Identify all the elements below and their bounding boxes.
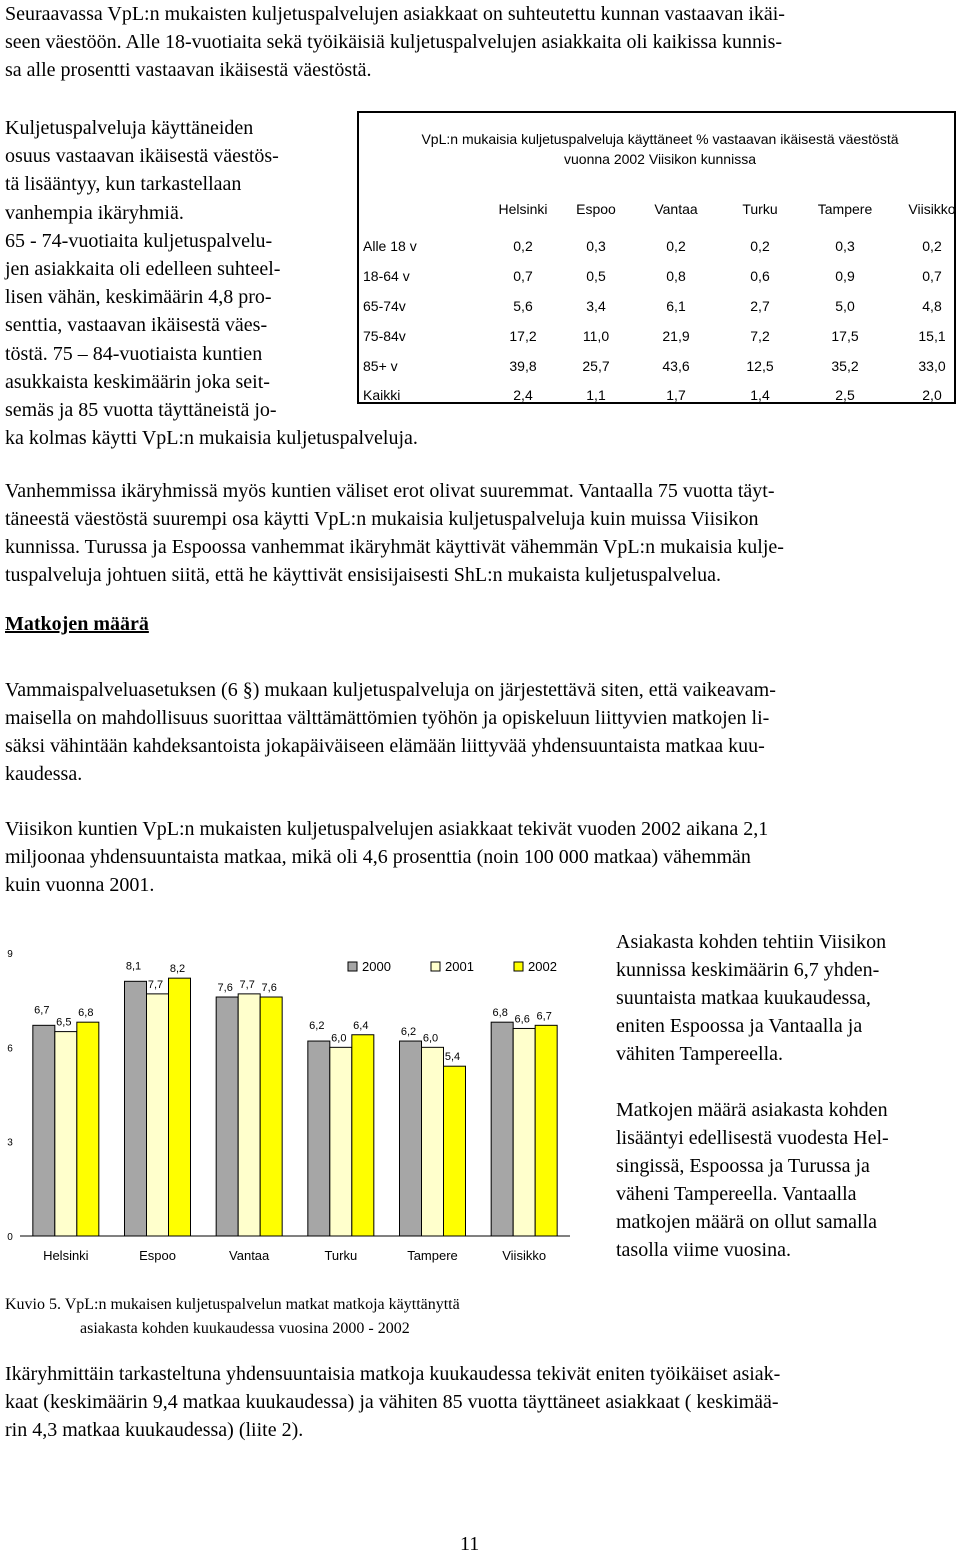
paragraph-5 bbox=[5, 1360, 950, 1444]
table-cell: 2,7 bbox=[750, 298, 770, 314]
table-cell: 0,2 bbox=[513, 238, 533, 254]
side-line: väheni Tampereella. Vantaalla bbox=[616, 1183, 857, 1205]
category-label: Vantaa bbox=[229, 1248, 270, 1263]
data-label: 7,7 bbox=[147, 978, 164, 991]
wrap-line: vanhempia ikäryhmiä. bbox=[5, 201, 184, 224]
data-label: 8,1 bbox=[125, 960, 142, 973]
data-label: 7,6 bbox=[217, 982, 233, 995]
row-label: 75-84v bbox=[363, 328, 406, 344]
table-cell: 25,7 bbox=[582, 358, 610, 374]
bar-2002-viisikko bbox=[535, 1025, 557, 1236]
table-cell: 0,3 bbox=[586, 238, 606, 254]
table-cell: 0,9 bbox=[835, 268, 855, 284]
figure-caption bbox=[5, 1293, 460, 1341]
wrap-line: asukkaista keskimäärin joka seit- bbox=[5, 370, 270, 393]
table-cell: 3,4 bbox=[586, 298, 606, 314]
table-cell: 5,0 bbox=[835, 298, 855, 314]
paragraph-line: rin 4,3 matkaa kuukaudessa) (liite 2). bbox=[5, 1419, 304, 1441]
wrap-paragraph bbox=[5, 114, 418, 452]
data-label: 6,2 bbox=[309, 1020, 325, 1033]
side-line: kunnissa keskimäärin 6,7 yhden- bbox=[616, 959, 880, 981]
data-label: 6,7 bbox=[536, 1010, 552, 1023]
wrap-line: 65 - 74-vuotiaita kuljetuspalvelu- bbox=[5, 229, 273, 252]
paragraph-line: säksi vähintään kahdeksantoista jokapäiväiseen elämään liittyvää yhdensuuntaista matkaa kuu- bbox=[5, 735, 765, 757]
category-label: Viisikko bbox=[502, 1248, 547, 1263]
caption-line: Kuvio 5. VpL:n mukaisen kuljetuspalvelun matkat matkoja käyttänyttä bbox=[5, 1296, 460, 1313]
data-label: 6,0 bbox=[422, 1032, 439, 1045]
table-row bbox=[359, 387, 958, 417]
data-label: 6,8 bbox=[492, 1007, 508, 1020]
data-label: 6,8 bbox=[78, 1007, 94, 1020]
legend-swatch bbox=[348, 962, 357, 971]
bar-2002-helsinki bbox=[77, 1022, 99, 1236]
table-title-line: VpL:n mukaisia kuljetuspalveluja käyttäneet % vastaavan ikäisestä väestöstä bbox=[421, 131, 899, 147]
table-cell: 33,0 bbox=[918, 358, 946, 374]
y-tick-label: 3 bbox=[7, 1137, 13, 1149]
paragraph-line: Viisikon kuntien VpL:n mukaisten kuljetuspalvelujen asiakkaat tekivät vuoden 2002 aikana 2,1 bbox=[5, 818, 769, 840]
table-row bbox=[359, 328, 958, 358]
bar-2002-tampere bbox=[444, 1066, 466, 1236]
wrap-line: jen asiakkaita oli edelleen suhteel- bbox=[5, 258, 281, 281]
section-heading: Matkojen määrä bbox=[5, 613, 149, 635]
paragraph-line: kaudessa. bbox=[5, 763, 83, 785]
data-label: 8,2 bbox=[169, 963, 186, 976]
table-cell: 4,8 bbox=[922, 298, 942, 314]
table-cell: 0,2 bbox=[750, 238, 770, 254]
data-label: 6,5 bbox=[56, 1016, 72, 1029]
table-cell: 39,8 bbox=[509, 358, 537, 374]
bar-2002-vantaa bbox=[260, 997, 282, 1236]
table-cell: 1,7 bbox=[666, 387, 686, 403]
table-row bbox=[359, 358, 958, 388]
side-line: Asiakasta kohden tehtiin Viisikon bbox=[616, 931, 887, 953]
y-tick-label: 9 bbox=[7, 949, 13, 960]
table-cell: 6,1 bbox=[666, 298, 686, 314]
paragraph-line: kuin vuonna 2001. bbox=[5, 874, 155, 896]
category-label: Espoo bbox=[139, 1248, 176, 1263]
table-cell: 11,0 bbox=[582, 328, 610, 344]
row-label: 65-74v bbox=[363, 298, 406, 314]
side-paragraph-1 bbox=[616, 928, 951, 1068]
column-header-espoo: Espoo bbox=[576, 201, 616, 217]
legend-label: 2000 bbox=[362, 959, 391, 974]
table-cell: 0,8 bbox=[666, 268, 686, 284]
bar-2001-turku bbox=[330, 1047, 352, 1236]
paragraph-2 bbox=[5, 477, 950, 589]
table-cell: 0,2 bbox=[922, 238, 942, 254]
table-cell: 0,3 bbox=[835, 238, 855, 254]
data-label: 6,0 bbox=[331, 1032, 347, 1045]
legend-label: 2002 bbox=[528, 959, 557, 974]
page-number: 11 bbox=[460, 1533, 480, 1555]
bar-2002-turku bbox=[352, 1035, 374, 1236]
bar-2000-viisikko bbox=[491, 1022, 513, 1236]
table-title-line: vuonna 2002 Viisikon kunnissa bbox=[564, 151, 756, 167]
y-tick-label: 6 bbox=[7, 1043, 13, 1055]
usage-table bbox=[357, 111, 956, 404]
legend-swatch bbox=[431, 962, 440, 971]
table-cell: 17,5 bbox=[831, 328, 859, 344]
table-cell: 0,2 bbox=[666, 238, 686, 254]
wrap-line: semäs ja 85 vuotta täyttäneistä jo- bbox=[5, 399, 277, 422]
table-row bbox=[359, 238, 958, 268]
wrap-line: Kuljetuspalveluja käyttäneiden bbox=[5, 117, 254, 139]
paragraph-line: maisella on mahdollisuus suorittaa välttämättömien työhön ja opiskeluun liittyvien matkojen li- bbox=[5, 707, 770, 729]
table-cell: 0,6 bbox=[750, 268, 770, 284]
side-line: lisääntyi edellisestä vuodesta Hel- bbox=[616, 1127, 889, 1149]
table-cell: 1,1 bbox=[586, 387, 606, 403]
paragraph-line: miljoonaa yhdensuuntaista matkaa, mikä oli 4,6 prosenttia (noin 100 000 matkaa) vähemmän bbox=[5, 846, 751, 868]
bar-2001-helsinki bbox=[55, 1032, 77, 1236]
intro-line: seen väestöön. Alle 18-vuotiaita sekä työikäisiä kuljetuspalvelujen asiakkaita oli kaikissa kunnis- bbox=[5, 31, 783, 53]
side-line: singissä, Espoossa ja Turussa ja bbox=[616, 1155, 870, 1177]
data-label: 6,2 bbox=[400, 1026, 417, 1039]
intro-line: sa alle prosentti vastaavan ikäisestä väestöstä. bbox=[5, 59, 372, 81]
column-header-turku: Turku bbox=[742, 201, 778, 217]
side-line: suuntaista matkaa kuukaudessa, bbox=[616, 987, 871, 1009]
wrap-line: lisen vähän, keskimäärin 4,8 pro- bbox=[5, 286, 272, 309]
side-line: matkojen määrä on ollut samalla bbox=[616, 1211, 878, 1233]
table-cell: 43,6 bbox=[662, 358, 690, 374]
data-label: 6,4 bbox=[353, 1019, 369, 1032]
data-label: 6,7 bbox=[34, 1004, 50, 1017]
table-cell: 5,6 bbox=[513, 298, 533, 314]
table-cell: 2,5 bbox=[835, 387, 855, 403]
bar-2001-viisikko bbox=[513, 1028, 535, 1236]
y-tick-label: 0 bbox=[7, 1232, 13, 1243]
table-cell: 1,4 bbox=[750, 387, 770, 403]
category-label: Turku bbox=[324, 1248, 358, 1263]
paragraph-line: Vammaispalveluasetuksen (6 §) mukaan kuljetuspalveluja on järjestettävä siten, että vaikeavam- bbox=[5, 679, 776, 701]
table-cell: 0,5 bbox=[586, 268, 606, 284]
wrap-line: senttia, vastaavan ikäisestä väes- bbox=[5, 314, 268, 337]
wrap-line: osuus vastaavan ikäisestä väestös- bbox=[5, 145, 279, 168]
table-cell: 0,7 bbox=[922, 268, 942, 284]
trips-bar-chart bbox=[0, 930, 600, 1285]
intro-line: Seuraavassa VpL:n mukaisten kuljetuspalvelujen asiakkaat on suhteutettu kunnan vastaavan ikäi- bbox=[5, 3, 785, 25]
category-label: Helsinki bbox=[43, 1248, 89, 1263]
data-label: 7,7 bbox=[239, 978, 255, 991]
row-label: 18-64 v bbox=[363, 268, 410, 284]
row-label: Kaikki bbox=[363, 387, 401, 403]
intro-paragraph bbox=[5, 0, 950, 84]
row-label: 85+ v bbox=[363, 358, 398, 374]
table-cell: 12,5 bbox=[746, 358, 774, 374]
table-cell: 2,0 bbox=[922, 387, 942, 403]
table-cell: 35,2 bbox=[831, 358, 859, 374]
paragraph-line: kaat (keskimäärin 9,4 matkaa kuukaudessa) ja vähiten 85 vuotta täyttäneet asiakkaat ( keskimää- bbox=[5, 1391, 779, 1413]
bar-2000-tampere bbox=[400, 1041, 422, 1236]
paragraph-line: täneestä väestöstä suurempi osa käytti VpL:n mukaisia kuljetuspalveluja kuin muissa Viisikon bbox=[5, 508, 759, 530]
bar-2001-vantaa bbox=[238, 994, 260, 1236]
column-header-vantaa: Vantaa bbox=[654, 201, 698, 217]
paragraph-line: Ikäryhmittäin tarkasteltuna yhdensuuntaisia matkoja kuukaudessa tekivät eniten työikäiset asiak- bbox=[5, 1363, 781, 1385]
table-cell: 2,4 bbox=[513, 387, 533, 403]
table-row bbox=[359, 268, 958, 298]
bar-2000-helsinki bbox=[33, 1025, 55, 1236]
legend-swatch bbox=[514, 962, 523, 971]
row-label: Alle 18 v bbox=[363, 238, 417, 254]
table-cell: 0,7 bbox=[513, 268, 533, 284]
paragraph-4 bbox=[5, 815, 950, 899]
legend-label: 2001 bbox=[445, 959, 474, 974]
data-label: 6,6 bbox=[514, 1013, 530, 1026]
table-cell: 7,2 bbox=[750, 328, 770, 344]
bar-2001-espoo bbox=[147, 994, 169, 1236]
side-paragraph-2 bbox=[616, 1096, 951, 1264]
wrap-line: tä lisääntyy, kun tarkastellaan bbox=[5, 173, 242, 196]
bar-2000-espoo bbox=[125, 981, 147, 1236]
side-line: eniten Espoossa ja Vantaalla ja bbox=[616, 1015, 863, 1037]
table-cell: 15,1 bbox=[918, 328, 946, 344]
bar-2000-turku bbox=[308, 1041, 330, 1236]
table-row bbox=[359, 298, 958, 328]
column-header-helsinki: Helsinki bbox=[498, 201, 548, 217]
paragraph-line: Vanhemmissa ikäryhmissä myös kuntien väliset erot olivat suuremmat. Vantaalla 75 vuotta täyt- bbox=[5, 480, 775, 502]
side-line: tasolla viime vuosina. bbox=[616, 1239, 791, 1261]
bar-2002-espoo bbox=[169, 978, 191, 1236]
wrap-line: töstä. 75 – 84-vuotiaista kuntien bbox=[5, 342, 263, 365]
column-header-viisikko: Viisikko bbox=[908, 201, 956, 217]
data-label: 7,6 bbox=[261, 982, 277, 995]
table-title bbox=[365, 129, 955, 169]
bar-2000-vantaa bbox=[216, 997, 238, 1236]
table-cell: 17,2 bbox=[509, 328, 537, 344]
column-header-tampere: Tampere bbox=[817, 201, 873, 217]
wrap-line: ka kolmas käytti VpL:n mukaisia kuljetuspalveluja. bbox=[5, 427, 418, 450]
paragraph-line: tuspalveluja johtuen siitä, että he käyttivät ensisijaisesti ShL:n mukaista kuljetuspalvelua. bbox=[5, 564, 721, 586]
data-label: 5,4 bbox=[444, 1051, 461, 1064]
bar-2001-tampere bbox=[422, 1047, 444, 1236]
caption-line: asiakasta kohden kuukaudessa vuosina 2000 - 2002 bbox=[80, 1320, 410, 1337]
side-line: vähiten Tampereella. bbox=[616, 1043, 784, 1065]
paragraph-line: kunnissa. Turussa ja Espoossa vanhemmat ikäryhmät käyttivät vähemmän VpL:n mukaisia kulje- bbox=[5, 536, 784, 558]
category-label: Tampere bbox=[407, 1248, 458, 1263]
side-line: Matkojen määrä asiakasta kohden bbox=[616, 1099, 888, 1121]
paragraph-3 bbox=[5, 676, 950, 788]
table-cell: 21,9 bbox=[662, 328, 690, 344]
